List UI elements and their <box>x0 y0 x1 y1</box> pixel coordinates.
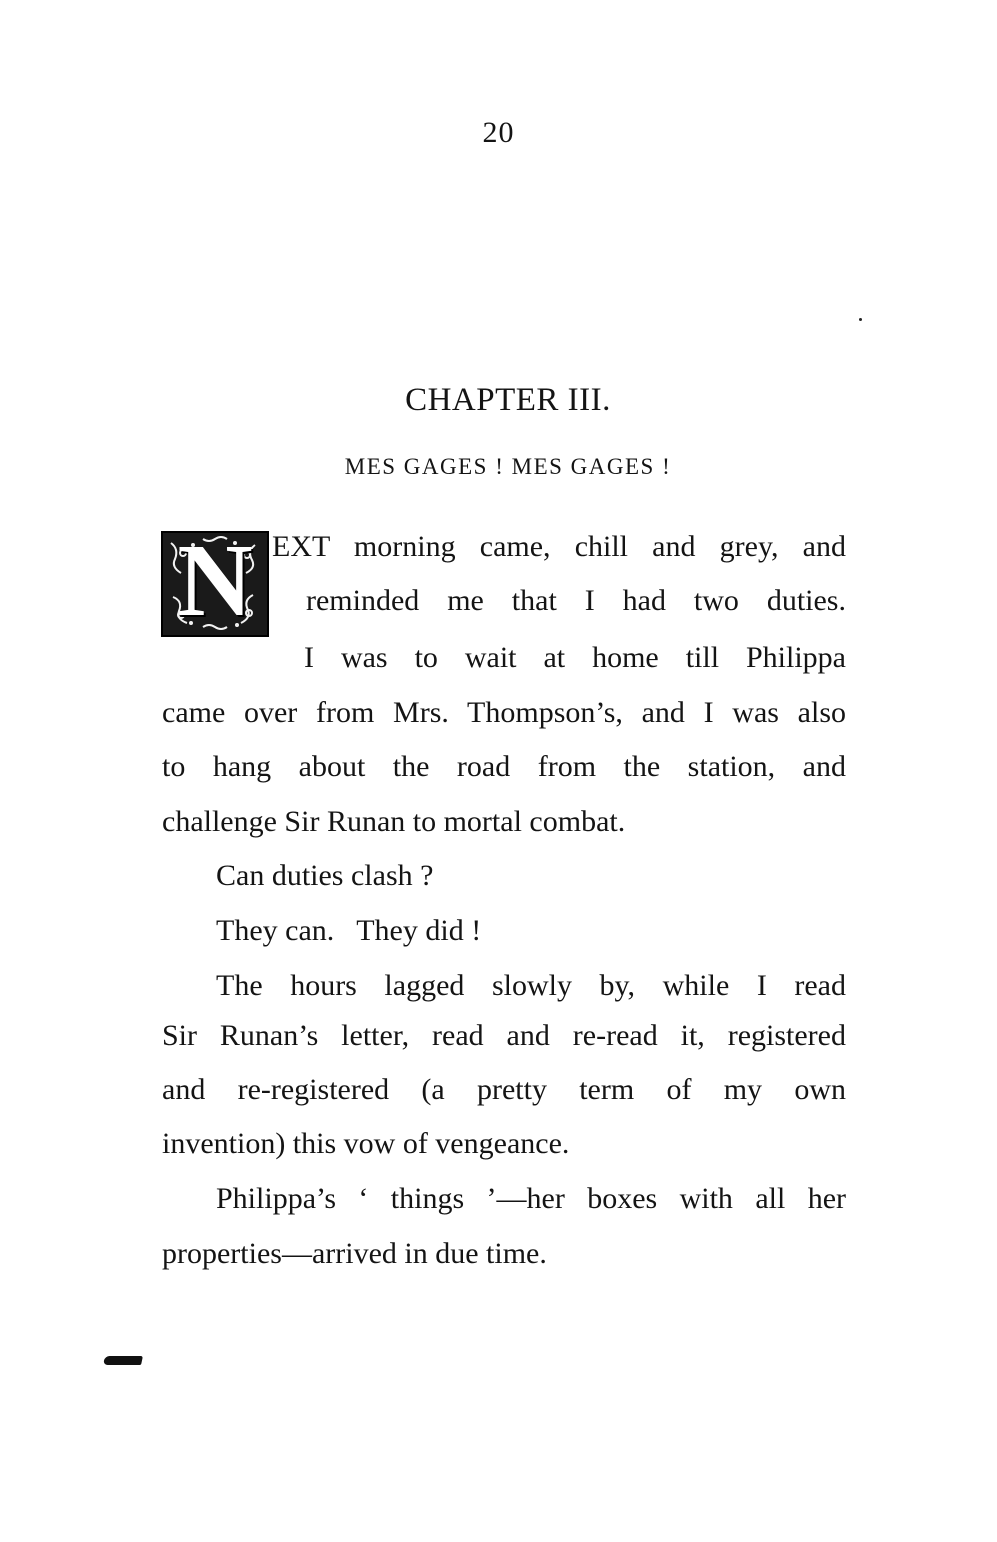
text-line: EXT morning came, chill and grey, and <box>272 530 846 563</box>
decorative-drop-cap <box>161 523 269 638</box>
text-line: Sir Runan’s letter, read and re-read it, registered <box>162 1019 846 1052</box>
text-line: challenge Sir Runan to mortal combat. <box>162 805 626 838</box>
text-line: reminded me that I had two duties. <box>306 584 846 617</box>
drop-cap-letter: N <box>177 523 253 638</box>
chapter-title: CHAPTER III. <box>405 382 611 418</box>
text-line: The hours lagged slowly by, while I read <box>216 969 846 1002</box>
text-line: They can. They did ! <box>216 914 482 947</box>
text-line: and re-registered (a pretty term of my own <box>162 1073 846 1106</box>
page-number: 20 <box>482 116 515 149</box>
text-line: Can duties clash ? <box>216 859 434 892</box>
ink-smudge <box>103 1356 143 1365</box>
text-line: to hang about the road from the station, and <box>162 750 846 783</box>
text-line: I was to wait at home till Philippa <box>304 641 846 674</box>
text-line: Philippa’s ‘ things ’—her boxes with all her <box>216 1182 846 1215</box>
text-line: invention) this vow of vengeance. <box>162 1127 570 1160</box>
print-speck <box>859 318 862 321</box>
chapter-subtitle: MES GAGES ! MES GAGES ! <box>344 454 672 479</box>
text-line: properties—arrived in due time. <box>162 1237 547 1270</box>
text-line: came over from Mrs. Thompson’s, and I was also <box>162 696 846 729</box>
